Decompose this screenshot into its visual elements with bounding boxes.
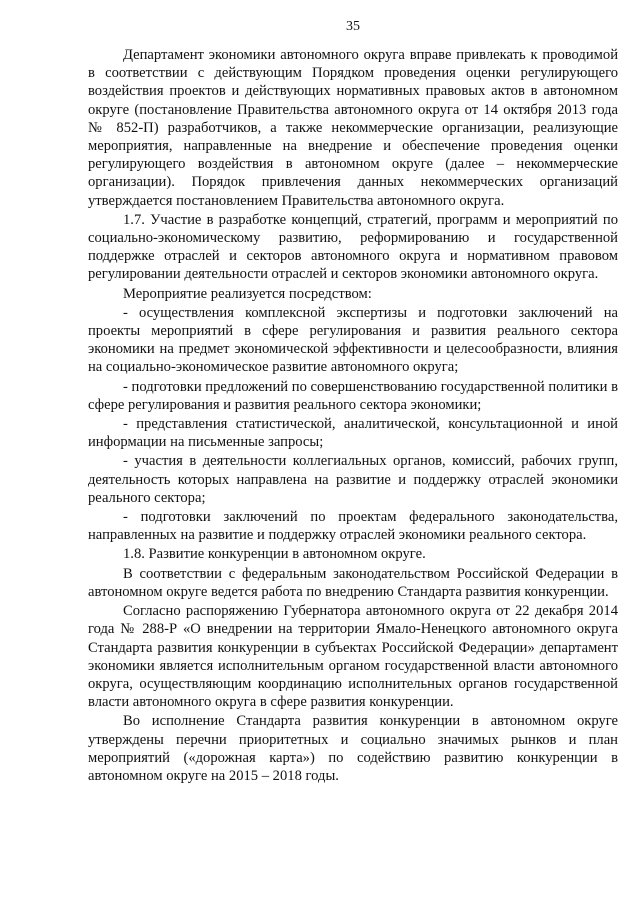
list-item-proposals: - подготовки предложений по совершенствованию государственной политики в сфере регулирования и развития реального сектора экономики; [88, 378, 618, 413]
paragraph-competition-standard: В соответствии с федеральным законодательством Российской Федерации в автономном округе ведется работа по внедрению Стандарта развития конкуренции. [88, 565, 618, 600]
paragraph-section-1-7: 1.7. Участие в разработке концепций, стратегий, программ и мероприятий по социально-экономическому развитию, реформированию и государственной поддержке отраслей и секторов автономного округа и нормативном правовом регулировании деятельности отраслей и секторов экономики автономного округа. [88, 211, 618, 283]
list-item-conclusions: - подготовки заключений по проектам федерального законодательства, направленных на развитие и поддержку отраслей экономики реального сектора. [88, 509, 618, 544]
list-item-expertise: - осуществления комплексной экспертизы и подготовки заключений на проекты мероприятий в сфере регулирования и развития реального сектора экономики на предмет экономической эффективности и целесообразности, влияния на социально-экономическое развитие автономного округа; [88, 304, 618, 376]
list-item-information: - представления статистической, аналитической, консультационной и иной информации на письменные запросы; [88, 416, 618, 451]
page-number: 35 [346, 19, 360, 34]
list-item-participation: - участия в деятельности коллегиальных органов, комиссий, рабочих групп, деятельность которых направлена на развитие и поддержку отраслей экономики реального сектора; [88, 453, 618, 506]
paragraph-governor-order: Согласно распоряжению Губернатора автономного округа от 22 декабря 2014 года № 288-Р «О внедрении на территории Ямало-Ненецкого автономного округа Стандарта развития конкуренции в субъектах Российской Федерации» департамент экономики является исполнительным органом государственной власти автономного округа, осуществляющим координацию исполнительных органов государственной власти автономного округа в сфере развития конкуренции. [88, 603, 618, 711]
document-page [88, 18, 618, 785]
paragraph-department-rights: Департамент экономики автономного округа вправе привлекать к проводимой в соответствии с действующим Порядком проведения оценки регулирующего воздействия проектов и действующих нормативных правовых актов в автономном округе (постановление Правительства автономного округа от 14 октября 2013 года № 852-П) разработчиков, а также некоммерческие организации, реализующие мероприятия, направленные на внедрение и обеспечение проведения оценки регулирующего воздействия в автономном округе (далее – некоммерческие организации). Порядок привлечения данных некоммерческих организаций утверждается постановлением Правительства автономного округа. [88, 47, 618, 209]
paragraph-roadmap: Во исполнение Стандарта развития конкуренции в автономном округе утверждены перечни приоритетных и социально значимых рынков и план мероприятий («дорожная карта») по содействию развитию конкуренции в автономном округе на 2015 – 2018 годы. [88, 713, 618, 784]
paragraph-section-1-8: 1.8. Развитие конкуренции в автономном округе. [123, 546, 426, 563]
paragraph-measure-intro: Мероприятие реализуется посредством: [123, 285, 372, 302]
